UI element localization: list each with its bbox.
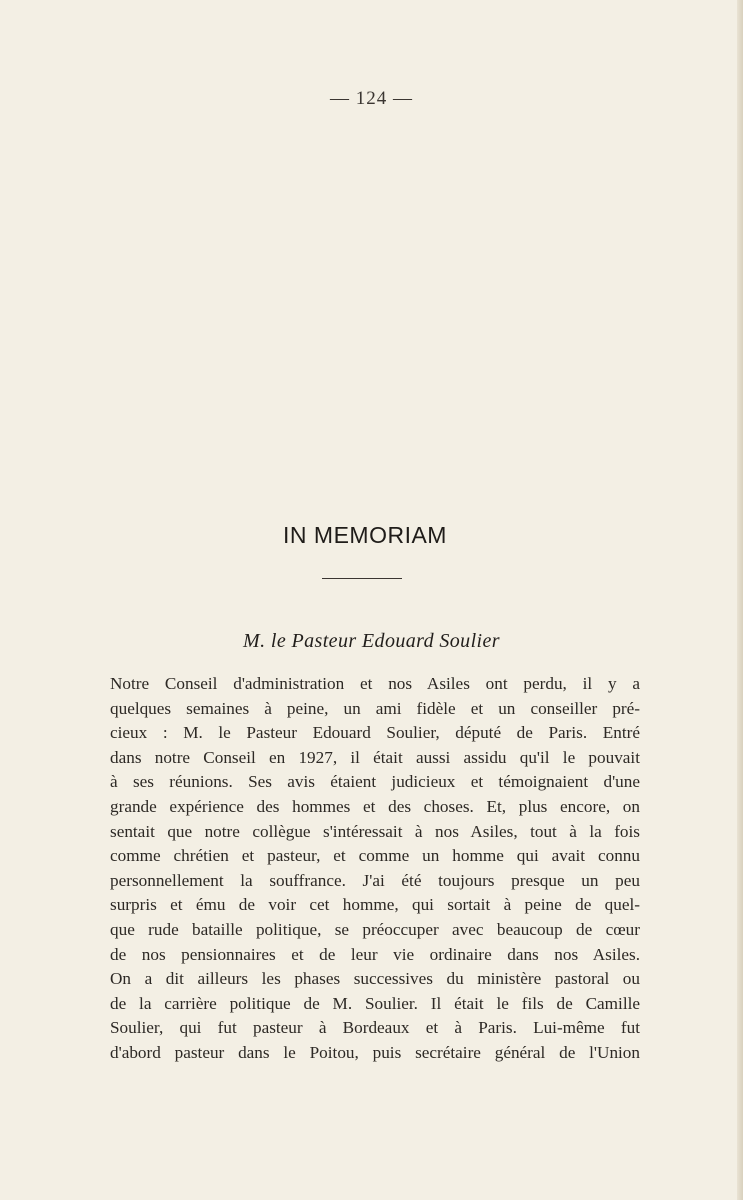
- title-divider: [322, 578, 402, 579]
- body-line: surpris et ému de voir cet homme, qui sortait à peine de quel-: [110, 895, 640, 915]
- body-line: d'abord pasteur dans le Poitou, puis secrétaire général de l'Union: [110, 1042, 640, 1062]
- body-line: comme chrétien et pasteur, et comme un homme qui avait connu: [110, 846, 640, 866]
- body-line: personnellement la souffrance. J'ai été toujours presque un peu: [110, 870, 640, 890]
- body-line: dans notre Conseil en 1927, il était aussi assidu qu'il le pouvait: [110, 747, 640, 767]
- page-number: — 124 —: [330, 88, 413, 109]
- body-line: de la carrière politique de M. Soulier. Il était le fils de Camille: [110, 993, 640, 1013]
- body-line: grande expérience des hommes et des choses. Et, plus encore, on: [110, 796, 640, 816]
- body-line: Notre Conseil d'administration et nos Asiles ont perdu, il y a: [110, 674, 640, 693]
- body-line: de nos pensionnaires et de leur vie ordinaire dans nos Asiles.: [110, 944, 640, 964]
- body-line: cieux : M. le Pasteur Edouard Soulier, député de Paris. Entré: [110, 723, 640, 743]
- section-title: IN MEMORIAM: [283, 522, 447, 548]
- body-line: On a dit ailleurs les phases successives du ministère pastoral ou: [110, 969, 640, 989]
- memorial-subtitle: M. le Pasteur Edouard Soulier: [243, 630, 500, 652]
- body-line: Soulier, qui fut pasteur à Bordeaux et à Paris. Lui-même fut: [110, 1018, 640, 1038]
- body-line: à ses réunions. Ses avis étaient judicieux et témoignaient d'une: [110, 772, 640, 792]
- body-line: que rude bataille politique, se préoccuper avec beaucoup de cœur: [110, 919, 640, 939]
- body-line: quelques semaines à peine, un ami fidèle et un conseiller pré-: [110, 698, 640, 718]
- body-text: [110, 672, 640, 1066]
- page-edge: [737, 0, 743, 1200]
- body-line: sentait que notre collègue s'intéressait à nos Asiles, tout à la fois: [110, 821, 640, 841]
